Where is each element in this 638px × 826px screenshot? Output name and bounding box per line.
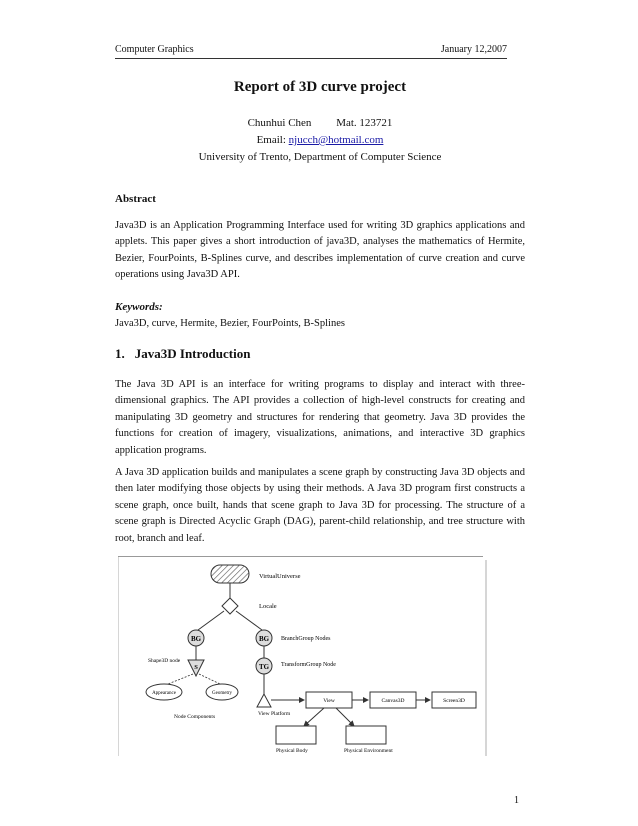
scene-graph-figure — [118, 556, 518, 756]
bg-label-left: BG — [190, 635, 202, 643]
section-number: 1. — [115, 346, 125, 361]
section-title: Java3D Introduction — [134, 346, 251, 361]
physical-environment-node — [346, 726, 386, 744]
author-mat: Mat. 123721 — [336, 117, 393, 129]
locale-node — [222, 598, 238, 614]
view-platform-node — [257, 694, 271, 707]
author-line — [115, 117, 525, 129]
s-label: S — [194, 664, 198, 671]
geometry-label: Geometry — [212, 691, 232, 696]
canvas3d-label: Canvas3D — [381, 698, 405, 704]
paper-title: Report of 3D curve project — [233, 79, 407, 95]
email-line — [115, 134, 525, 146]
section-paragraph-1: The Java 3D API is an interface for writing programs to display and interact with three-dimensional graphics. The API provides a collection of high-level constructs for creating and manipulating 3D geometry and structures for rendering that geometry. Java 3D provides the functions for creation of imagery, visualizations, animations, and interactive 3D graphics application programs. — [115, 379, 525, 456]
scene-graph-diagram — [118, 556, 518, 756]
affiliation: University of Trento, Department of Computer Science — [198, 151, 442, 163]
keywords-text: Java3D, curve, Hermite, Bezier, FourPoints, B-Splines — [115, 318, 345, 329]
section-heading — [115, 346, 250, 362]
node-components-label: Node Components — [174, 714, 216, 720]
page-number: 1 — [514, 795, 519, 806]
abstract-heading: Abstract — [115, 193, 156, 205]
transformgroup-node-label: TransformGroup Node — [281, 662, 336, 668]
screen3d-label: Screen3D — [443, 698, 465, 704]
keywords-heading: Keywords: — [115, 301, 163, 313]
abstract-text: Java3D is an Application Programming Interface used for writing 3D graphics applications and applets. This paper gives a short introduction of java3D, analyses the mathematics of Hermite, Bezier, FourPoints, B-Splines curve, and describes implementation of curve creation and curve operations using Java3D API. — [115, 220, 525, 281]
view-label: View — [323, 698, 335, 704]
section-paragraph-2: A Java 3D application builds and manipulates a scene graph by constructing Java 3D objects and then later modifying those objects by using their methods. A Java 3D program first constructs a scene graph, once built, hands that scene graph to Java 3D for processing. The structure of a scene graph is Directed Acyclic Graph (DAG), parent-child relationship, and tree structure with root, branch and leaf. — [115, 467, 525, 544]
view-platform-label: View Platform — [258, 711, 291, 717]
physical-environment-label: Physical Environment — [344, 748, 393, 754]
author-name: Chunhui Chen — [247, 117, 312, 129]
shape3d-node-label: Shape3D node — [148, 658, 181, 664]
physical-body-label: Physical Body — [276, 748, 308, 754]
email-label: Email: — [256, 134, 289, 146]
email-link[interactable]: njucch@hotmail.com — [288, 134, 384, 146]
virtual-universe-node — [211, 565, 249, 583]
virtual-universe-label: VirtualUniverse — [259, 573, 301, 580]
header-right: January 12,2007 — [440, 44, 507, 55]
bg-label-right: BG — [258, 635, 270, 643]
header-left: Computer Graphics — [115, 44, 194, 55]
appearance-label: Appearance — [152, 691, 176, 696]
branchgroup-nodes-label: BranchGroup Nodes — [281, 636, 331, 642]
tg-label: TG — [258, 663, 270, 671]
locale-label: Locale — [259, 603, 277, 610]
physical-body-node — [276, 726, 316, 744]
page-header — [115, 44, 507, 59]
